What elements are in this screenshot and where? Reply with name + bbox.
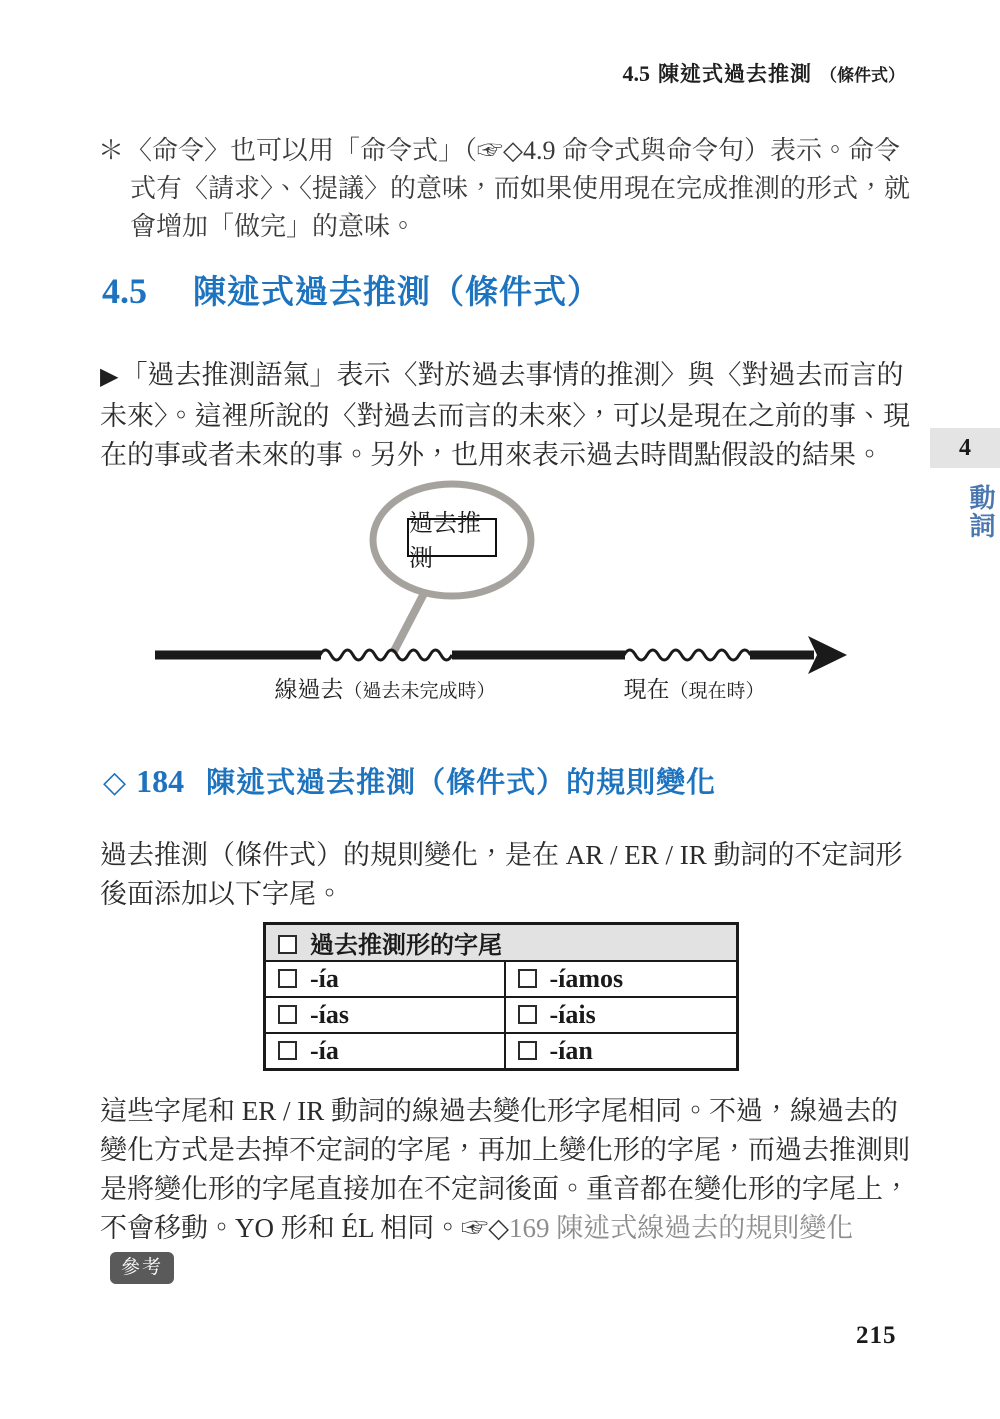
running-head-title: 陳述式過去推測 — [658, 63, 812, 86]
note-text: 〈命令〉也可以用「命令式」（☞◇4.9 命令式與命令句）表示。命令式有〈請求〉、〈提議〉的意味，而如果使用現在完成推測的形式，就會增加「做完」的意味。 — [126, 136, 911, 241]
asterisk-marker: ＊ — [98, 136, 125, 165]
table-cell — [505, 961, 738, 997]
endings-table-header — [265, 924, 738, 962]
timeline-label-past-main: 線過去 — [274, 676, 344, 702]
bubble-label-box — [407, 509, 497, 572]
pointing-hand-diamond-icon: ☞◇ — [461, 1213, 509, 1243]
table-row — [265, 997, 738, 1033]
ending-value: -ía — [310, 1035, 339, 1065]
table-cell — [265, 997, 505, 1033]
endings-table-header-row — [265, 924, 738, 962]
timeline-diagram — [140, 470, 900, 710]
bubble-label: 過去推測 — [409, 509, 481, 572]
ending-value: -ías — [310, 1000, 349, 1029]
reference-badge: 參考 — [110, 1252, 174, 1284]
section-title: 陳述式過去推測（條件式） — [193, 273, 601, 310]
checkbox-icon — [278, 1005, 297, 1024]
table-cell — [505, 1033, 738, 1069]
timeline-wavy-2 — [624, 650, 751, 660]
endings-table-header-title: 過去推測形的字尾 — [310, 932, 502, 959]
timeline-label-past-sub: （過去未完成時） — [343, 681, 496, 702]
table-cell — [265, 1033, 505, 1069]
ending-value: -ían — [549, 1035, 593, 1065]
ending-value: -íamos — [549, 964, 624, 993]
diamond-icon: ◇ — [103, 766, 127, 799]
body-paragraph-1: 過去推測（條件式）的規則變化，是在 AR / ER / IR 動詞的不定詞形後面添加以下字尾。 — [100, 840, 903, 909]
timeline-label-past — [274, 671, 495, 704]
checkbox-icon — [518, 1005, 537, 1024]
table-row — [265, 961, 738, 997]
cross-reference-label: 169 陳述式線過去的規則變化 — [509, 1213, 854, 1243]
chapter-tab-number: 4 — [930, 428, 1000, 468]
subsection-number: 184 — [136, 763, 185, 799]
endings-table — [263, 922, 739, 1071]
table-cell — [505, 997, 738, 1033]
running-head-number: 4.5 — [622, 61, 650, 86]
checkbox-icon — [518, 1041, 537, 1060]
table-cell — [265, 961, 505, 997]
intro-text: 「過去推測語氣」表示〈對於過去事情的推測〉與〈對過去而言的未來〉。這裡所說的〈對過去而言的未來〉，可以是現在之前的事、現在的事或者未來的事。另外，也用來表示過去時間點假設的結果。 — [100, 360, 910, 470]
subsection-title: 陳述式過去推測（條件式）的規則變化 — [206, 767, 717, 799]
checkbox-icon — [518, 969, 537, 988]
checkbox-icon — [278, 935, 297, 954]
timeline-wavy-1 — [320, 650, 452, 660]
body-paragraph-2 — [100, 1092, 918, 1287]
running-head — [623, 58, 906, 88]
body2-text: 這些字尾和 ER / IR 動詞的線過去變化形字尾相同。不過，線過去的變化方式是去掉不定詞的字尾，再加上變化形的字尾，而過去推測則是將變化形的字尾直接加在不定詞後面。重音都在變化形的字尾上，不會移動。YO 形和 ÉL 相同。 — [100, 1096, 910, 1243]
triangle-bullet-icon: ▶ — [100, 364, 119, 390]
running-head-subtitle: （條件式） — [820, 66, 905, 85]
table-row — [265, 1033, 738, 1069]
chapter-tab-label: 動詞 — [966, 484, 996, 540]
section-heading — [102, 266, 601, 313]
note-paragraph — [98, 132, 913, 246]
timeline-label-present-main: 現在 — [623, 676, 670, 702]
subsection-heading — [103, 760, 716, 801]
section-number: 4.5 — [102, 271, 147, 311]
ending-value: -íais — [549, 1000, 596, 1029]
checkbox-icon — [278, 969, 297, 988]
page-number: 215 — [856, 1322, 897, 1349]
intro-paragraph — [100, 356, 915, 475]
timeline-label-present — [623, 671, 764, 704]
ending-value: -ía — [310, 964, 339, 993]
timeline-label-present-sub: （現在時） — [669, 681, 765, 702]
checkbox-icon — [278, 1041, 297, 1060]
